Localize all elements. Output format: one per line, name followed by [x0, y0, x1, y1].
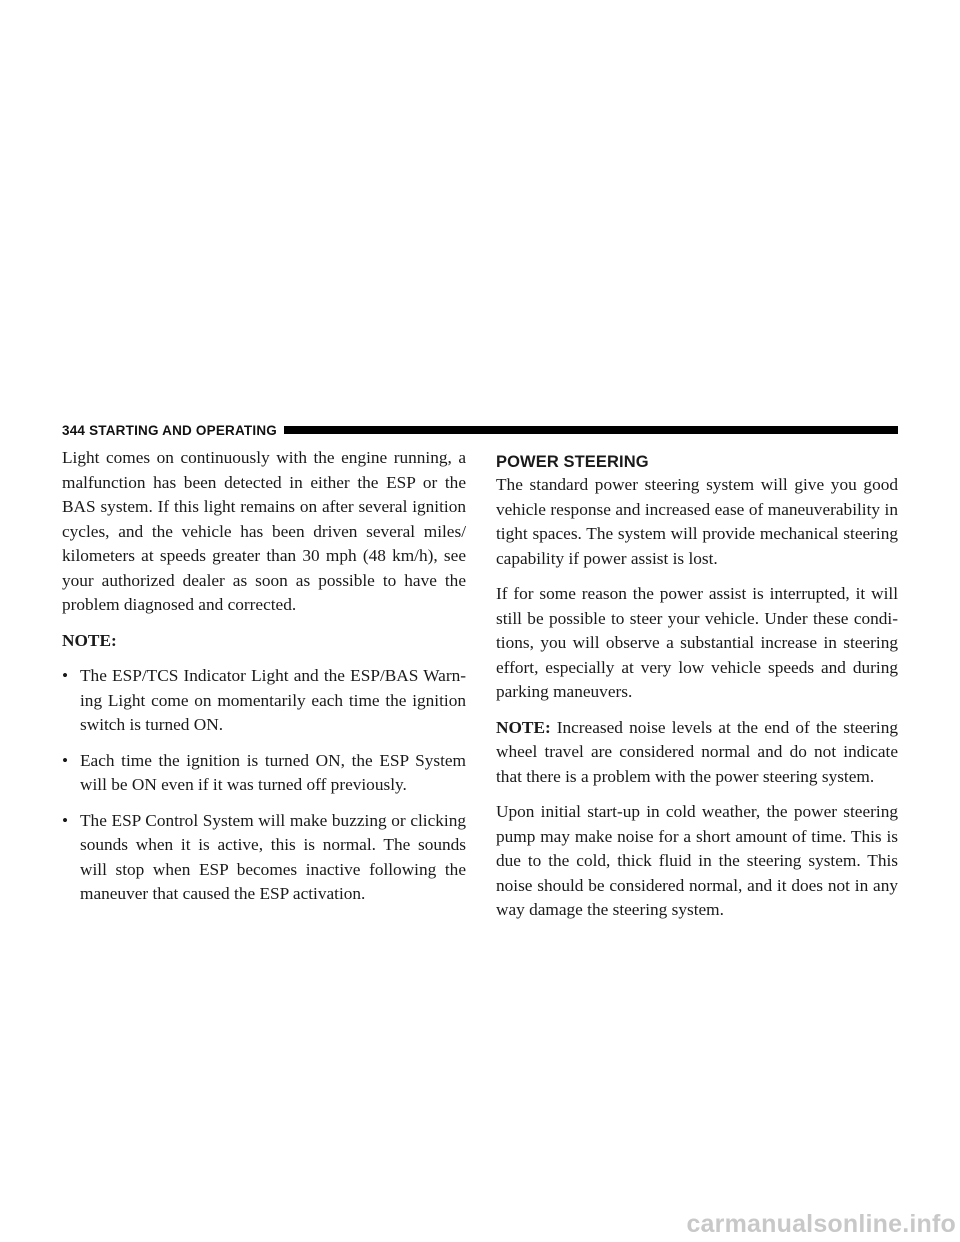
- intro-paragraph: Light comes on continuously with the engine running, a malfunction has been detected in either the ESP or the BAS system. If this light remains on after several ignition cycles, and the vehicle has been driven several miles/ kilometers at speeds greater than 30 mph (48 km/h), see your authorized dealer as soon as possible to have the problem diagnosed and corrected.: [62, 448, 466, 614]
- bullet-text: The ESP Control System will make buzzing or clicking sounds when it is active, this is normal. The sounds will stop when ESP becomes inactive following the maneuver that caused the ESP activation.: [80, 810, 466, 903]
- list-item: [62, 664, 466, 738]
- bullet-icon: •: [62, 810, 69, 830]
- left-column: [62, 446, 466, 918]
- page-header: [62, 421, 898, 439]
- note-paragraph: [496, 716, 898, 790]
- bullet-text: The ESP/TCS Indicator Light and the ESP/BAS Warn-ing Light come on momentarily each time the ignition switch is turned ON.: [80, 666, 466, 734]
- note-label: NOTE:: [62, 630, 117, 650]
- note-bullet-list: [62, 664, 466, 907]
- note-label: NOTE:: [496, 717, 551, 737]
- header-rule: [284, 426, 898, 434]
- watermark: carmanualsonline.info: [686, 1210, 956, 1238]
- list-item: [62, 809, 466, 907]
- power-steering-paragraph-2: If for some reason the power assist is interrupted, it will still be possible to steer your vehicle. Under these condi-tions, you will observe a substantial increase in steering effort, especially at very low vehicle speeds and during parking maneuvers.: [496, 584, 898, 701]
- right-column: [496, 446, 898, 934]
- bullet-icon: •: [62, 750, 69, 770]
- power-steering-paragraph-3: Upon initial start-up in cold weather, the power steering pump may make noise for a short amount of time. This is due to the cold, thick fluid in the steering system. This noise should be considered normal, and it does not in any way damage the steering system.: [496, 802, 898, 919]
- list-item: [62, 749, 466, 798]
- power-steering-paragraph-1: The standard power steering system will give you good vehicle response and increased ease of maneuverability in tight spaces. The system will provide mechanical steering capability if power assist is lost.: [496, 475, 898, 568]
- bullet-text: Each time the ignition is turned ON, the ESP System will be ON even if it was turned off previously.: [80, 750, 466, 794]
- note-text: Increased noise levels at the end of the steering wheel travel are considered normal and do not indicate that there is a problem with the power steering system.: [496, 717, 898, 786]
- section-heading: POWER STEERING: [496, 453, 649, 471]
- page-number-section-title: 344 STARTING AND OPERATING: [62, 422, 277, 438]
- bullet-icon: •: [62, 666, 69, 685]
